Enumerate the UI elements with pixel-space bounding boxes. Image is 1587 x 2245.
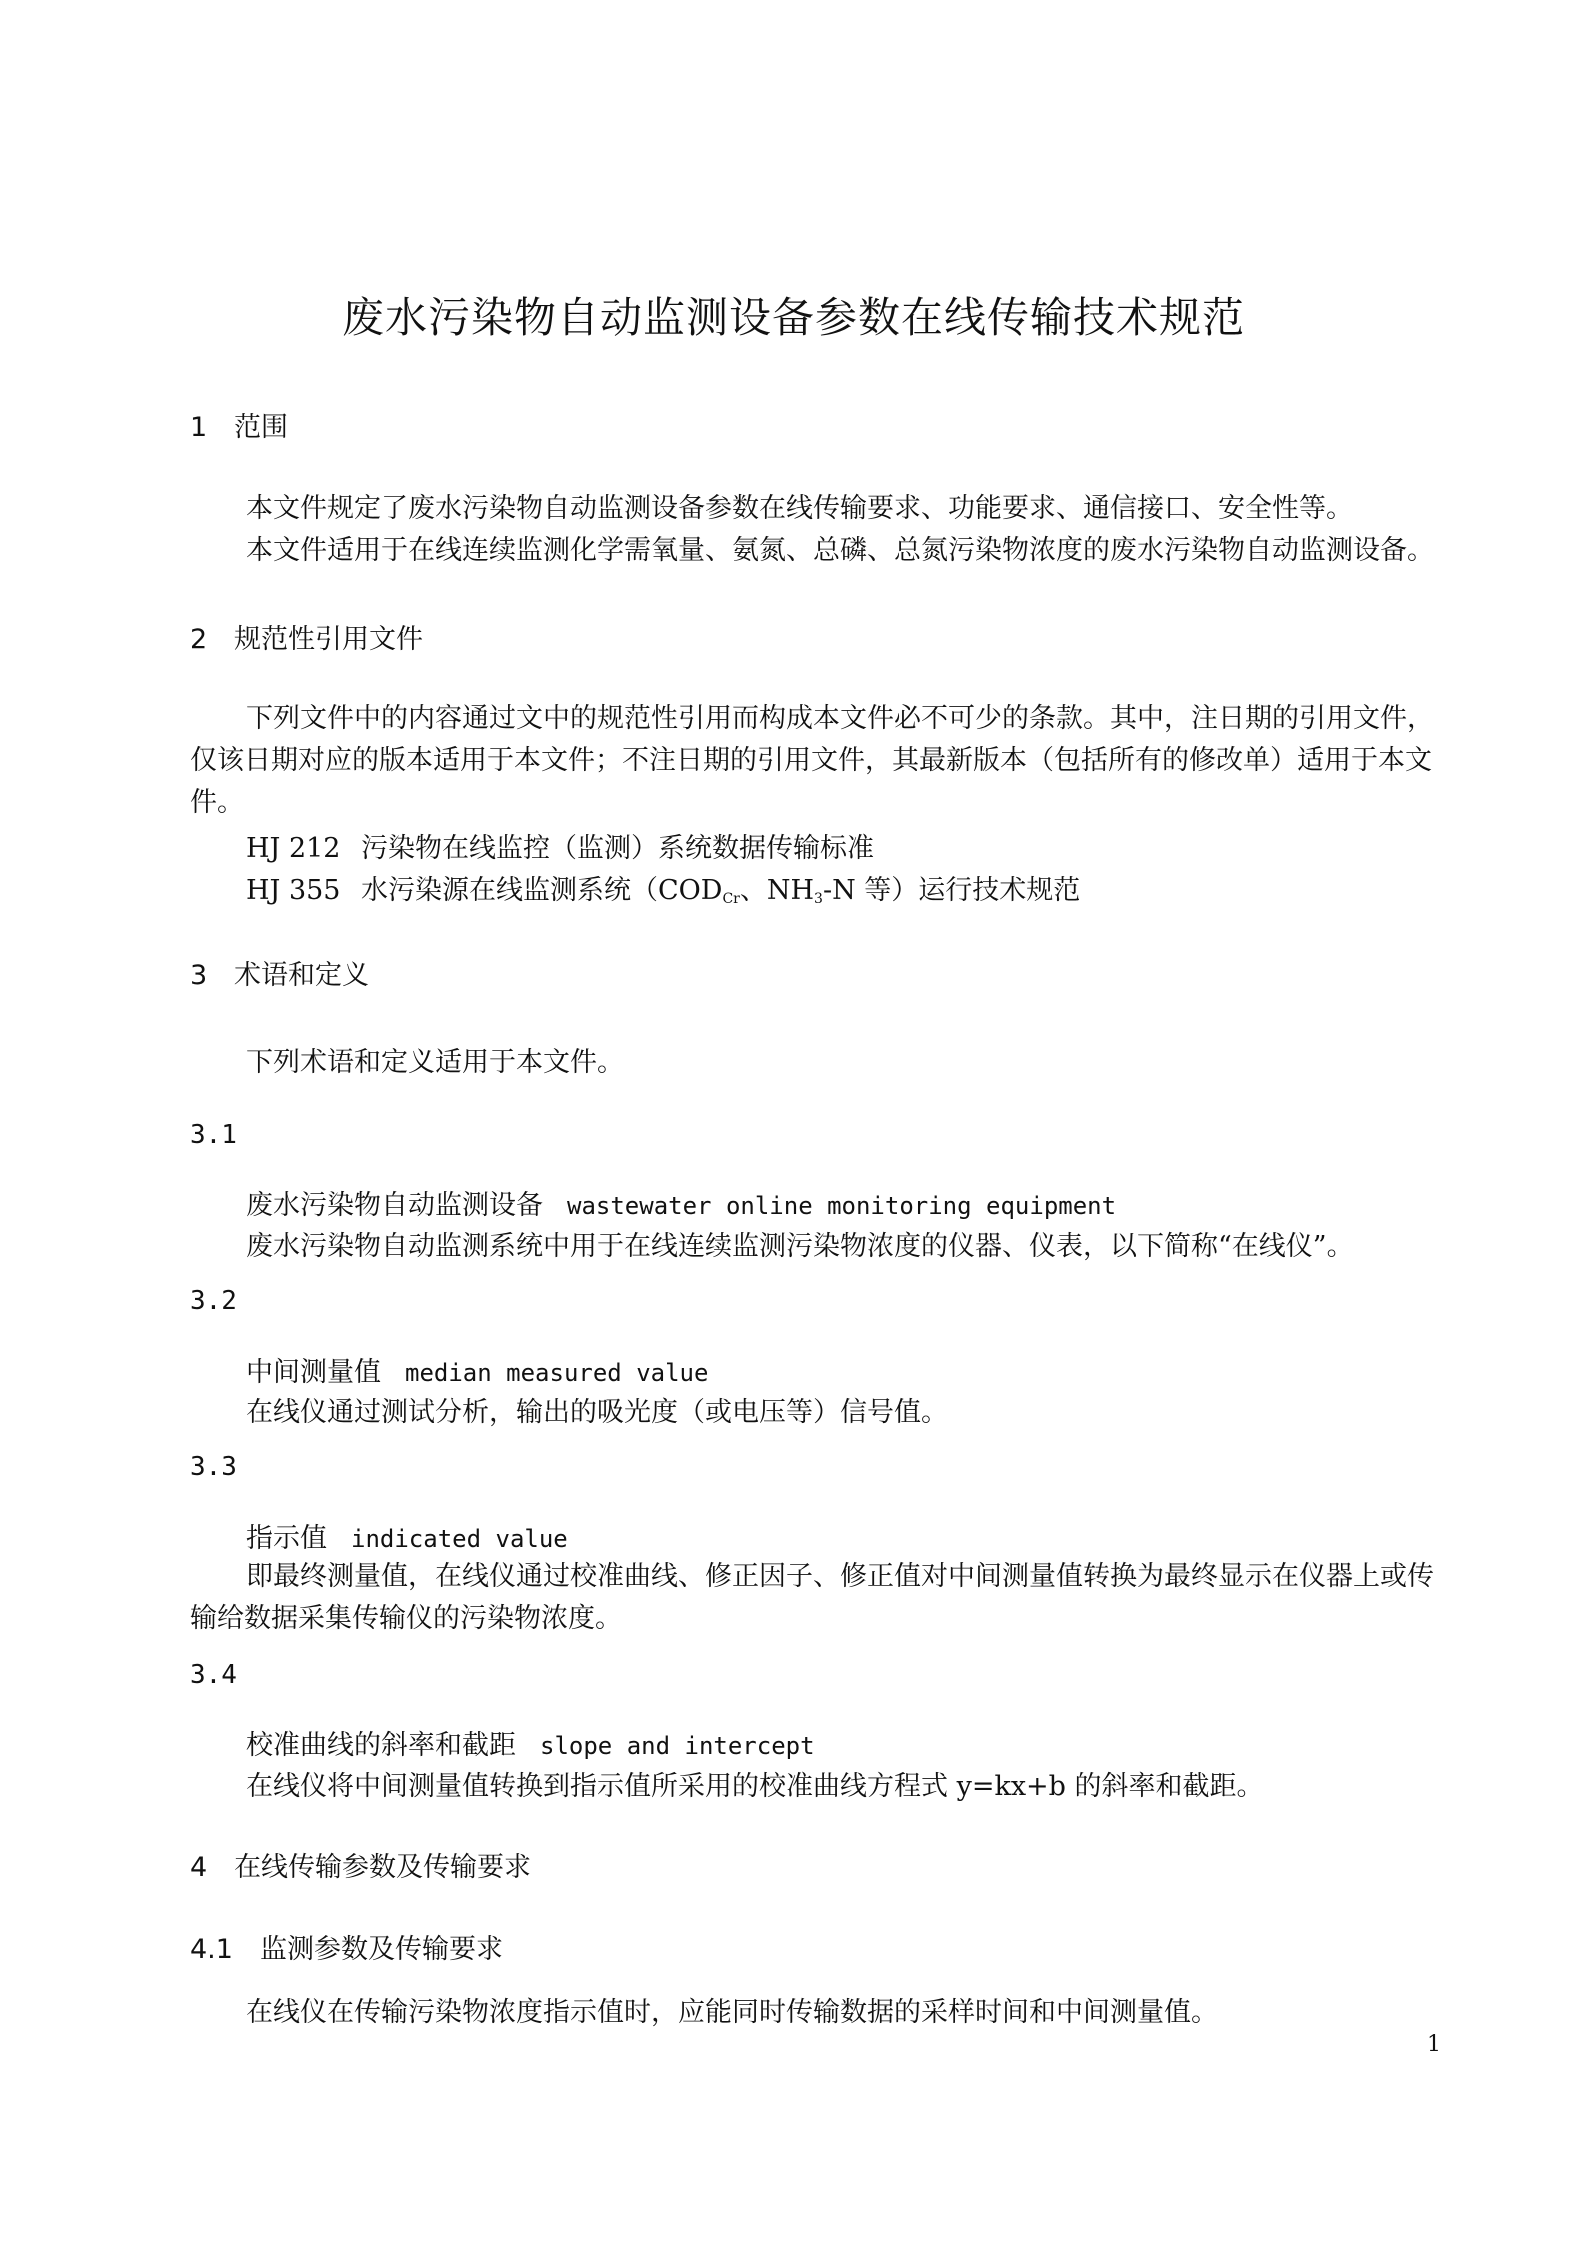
- section-number: 4: [190, 1852, 208, 1883]
- page-number: 1: [1427, 2032, 1441, 2057]
- term-en: indicated value: [351, 1525, 568, 1553]
- section-heading-3: [190, 953, 369, 992]
- paragraph: 本文件适用于在线连续监测化学需氧量、氨氮、总磷、总氮污染物浓度的废水污染物自动监测设备。: [246, 535, 1434, 566]
- section-title: 范围: [234, 412, 288, 443]
- term-zh: 中间测量值: [246, 1357, 381, 1388]
- term-zh: 指示值: [246, 1523, 327, 1554]
- subsection-heading-4-1: [190, 1927, 503, 1966]
- section-title: 在线传输参数及传输要求: [234, 1852, 531, 1883]
- subsection-number: 4.1: [190, 1934, 233, 1965]
- term-heading: [246, 1350, 708, 1389]
- paragraph: 下列文件中的内容通过文中的规范性引用而构成本文件必不可少的条款。其中，注日期的引用文件，仅该日期对应的版本适用于本文件；不注日期的引用文件，其最新版本（包括所有的修改单）适用于本文件。: [190, 703, 1434, 818]
- term-en: median measured value: [405, 1359, 709, 1387]
- reference-code: HJ 212: [246, 833, 341, 864]
- section-heading-4: [190, 1845, 531, 1884]
- reference-code: HJ 355: [246, 875, 341, 906]
- section-number: 2: [190, 624, 208, 655]
- section-heading-2: [190, 617, 423, 656]
- term-heading: [246, 1183, 1116, 1222]
- reference-item: [246, 826, 874, 865]
- term-zh: 校准曲线的斜率和截距: [246, 1730, 516, 1761]
- reference-item: [246, 868, 1080, 907]
- section-title: 规范性引用文件: [234, 624, 423, 655]
- section-heading-1: [190, 405, 288, 444]
- term-definition: 在线仪将中间测量值转换到指示值所采用的校准曲线方程式 y=kx+b 的斜率和截距。: [246, 1771, 1264, 1802]
- clause-number: 3.2: [190, 1286, 237, 1316]
- term-definition: 即最终测量值，在线仪通过校准曲线、修正因子、修正值对中间测量值转换为最终显示在仪器上或传输给数据采集传输仪的污染物浓度。: [190, 1561, 1434, 1634]
- section-number: 3: [190, 960, 208, 991]
- clause-number: 3.4: [190, 1660, 237, 1690]
- reference-title: 水污染源在线监测系统（$COD_{Cr}$、$NH_3-N$ 等）运行技术规范: [361, 875, 1081, 907]
- section-number: 1: [190, 412, 208, 443]
- paragraph: 在线仪在传输污染物浓度指示值时，应能同时传输数据的采样时间和中间测量值。: [246, 1997, 1218, 2028]
- term-definition: 在线仪通过测试分析，输出的吸光度（或电压等）信号值。: [246, 1397, 948, 1428]
- clause-number: 3.1: [190, 1120, 237, 1150]
- document-title: 废水污染物自动监测设备参数在线传输技术规范: [341, 293, 1245, 342]
- term-heading: [246, 1723, 815, 1762]
- paragraph: 下列术语和定义适用于本文件。: [246, 1047, 624, 1078]
- term-definition: 废水污染物自动监测系统中用于在线连续监测污染物浓度的仪器、仪表，以下简称“在线仪”。: [246, 1231, 1354, 1262]
- clause-number: 3.3: [190, 1452, 237, 1482]
- term-zh: 废水污染物自动监测设备: [246, 1190, 543, 1221]
- subsection-title: 监测参数及传输要求: [260, 1934, 503, 1965]
- term-en: wastewater online monitoring equipment: [567, 1192, 1117, 1220]
- section-title: 术语和定义: [234, 960, 369, 991]
- paragraph: 本文件规定了废水污染物自动监测设备参数在线传输要求、功能要求、通信接口、安全性等。: [246, 493, 1353, 524]
- term-heading: [246, 1516, 568, 1555]
- reference-title: 污染物在线监控（监测）系统数据传输标准: [361, 833, 874, 864]
- term-en: slope and intercept: [540, 1732, 815, 1760]
